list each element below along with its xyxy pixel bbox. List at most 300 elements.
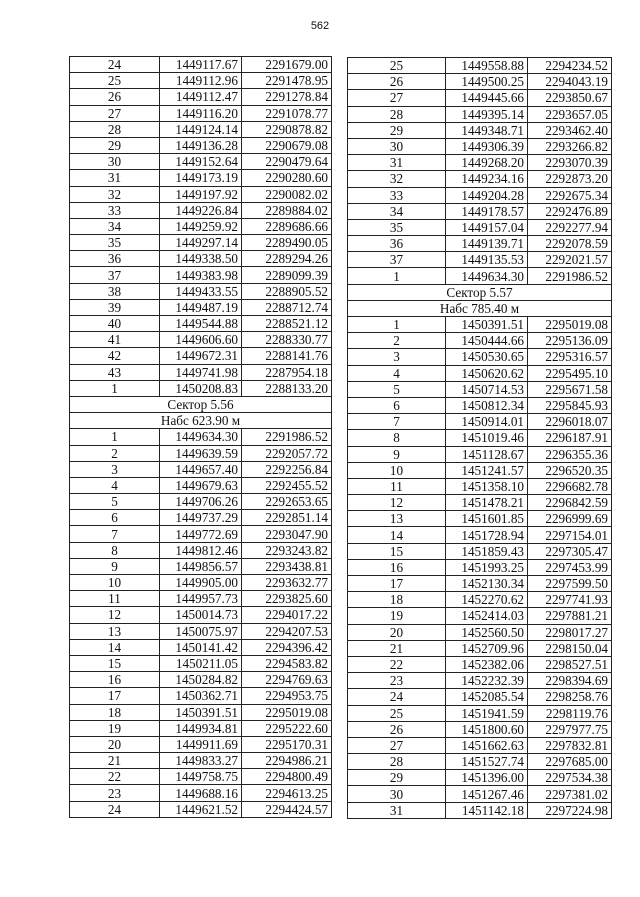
point-number-cell: 24 xyxy=(70,801,160,817)
y-coordinate-cell: 2296682.78 xyxy=(528,478,612,494)
x-coordinate-cell: 1451267.46 xyxy=(446,786,528,802)
x-coordinate-cell: 1449706.26 xyxy=(160,494,242,510)
table-row xyxy=(70,494,332,510)
point-number-cell: 22 xyxy=(70,769,160,785)
point-number-cell: 36 xyxy=(70,251,160,267)
table-row xyxy=(348,624,612,640)
x-coordinate-cell: 1449672.31 xyxy=(160,348,242,364)
x-coordinate-cell: 1450141.42 xyxy=(160,639,242,655)
point-number-cell: 35 xyxy=(70,235,160,251)
x-coordinate-cell: 1449957.73 xyxy=(160,591,242,607)
x-coordinate-cell: 1449558.88 xyxy=(446,58,528,74)
y-coordinate-cell: 2294207.53 xyxy=(242,623,332,639)
point-number-cell: 6 xyxy=(348,397,446,413)
x-coordinate-cell: 1450530.65 xyxy=(446,349,528,365)
y-coordinate-cell: 2292057.72 xyxy=(242,445,332,461)
table-row xyxy=(70,218,332,234)
table-row xyxy=(348,219,612,235)
y-coordinate-cell: 2293047.90 xyxy=(242,526,332,542)
y-coordinate-cell: 2297977.75 xyxy=(528,721,612,737)
table-row xyxy=(348,559,612,575)
sector-habs: Набс 623.90 м xyxy=(70,413,332,429)
point-number-cell: 15 xyxy=(348,543,446,559)
y-coordinate-cell: 2290082.02 xyxy=(242,186,332,202)
x-coordinate-cell: 1451241.57 xyxy=(446,462,528,478)
x-coordinate-cell: 1449679.63 xyxy=(160,477,242,493)
table-row xyxy=(70,202,332,218)
point-number-cell: 10 xyxy=(348,462,446,478)
table-row xyxy=(70,121,332,137)
y-coordinate-cell: 2288141.76 xyxy=(242,348,332,364)
x-coordinate-cell: 1452382.06 xyxy=(446,656,528,672)
point-number-cell: 2 xyxy=(70,445,160,461)
table-row xyxy=(70,251,332,267)
table-row xyxy=(348,381,612,397)
x-coordinate-cell: 1449758.75 xyxy=(160,769,242,785)
point-number-cell: 31 xyxy=(348,155,446,171)
x-coordinate-cell: 1449934.81 xyxy=(160,720,242,736)
y-coordinate-cell: 2292455.52 xyxy=(242,477,332,493)
x-coordinate-cell: 1449688.16 xyxy=(160,785,242,801)
point-number-cell: 29 xyxy=(348,770,446,786)
y-coordinate-cell: 2291986.52 xyxy=(528,268,612,284)
y-coordinate-cell: 2288330.77 xyxy=(242,332,332,348)
x-coordinate-cell: 1449433.55 xyxy=(160,283,242,299)
table-row xyxy=(348,656,612,672)
point-number-cell: 30 xyxy=(348,786,446,802)
y-coordinate-cell: 2297881.21 xyxy=(528,608,612,624)
y-coordinate-cell: 2295019.08 xyxy=(242,704,332,720)
table-row xyxy=(70,542,332,558)
point-number-cell: 32 xyxy=(348,171,446,187)
table-row xyxy=(348,122,612,138)
y-coordinate-cell: 2292653.65 xyxy=(242,494,332,510)
y-coordinate-cell: 2290280.60 xyxy=(242,170,332,186)
x-coordinate-cell: 1449204.28 xyxy=(446,187,528,203)
table-row xyxy=(70,461,332,477)
table-row xyxy=(348,90,612,106)
x-coordinate-cell: 1449116.20 xyxy=(160,105,242,121)
table-row xyxy=(70,235,332,251)
y-coordinate-cell: 2294613.25 xyxy=(242,785,332,801)
x-coordinate-cell: 1449135.53 xyxy=(446,252,528,268)
table-row xyxy=(348,155,612,171)
point-number-cell: 8 xyxy=(70,542,160,558)
x-coordinate-cell: 1449383.98 xyxy=(160,267,242,283)
point-number-cell: 19 xyxy=(348,608,446,624)
point-number-cell: 5 xyxy=(70,494,160,510)
y-coordinate-cell: 2291278.84 xyxy=(242,89,332,105)
sector-title: Сектор 5.56 xyxy=(70,396,332,412)
y-coordinate-cell: 2292078.59 xyxy=(528,236,612,252)
y-coordinate-cell: 2298394.69 xyxy=(528,673,612,689)
table-row xyxy=(348,478,612,494)
x-coordinate-cell: 1451478.21 xyxy=(446,495,528,511)
table-row xyxy=(348,576,612,592)
table-row xyxy=(70,526,332,542)
point-number-cell: 22 xyxy=(348,656,446,672)
x-coordinate-cell: 1450211.05 xyxy=(160,655,242,671)
table-row xyxy=(70,429,332,445)
x-coordinate-cell: 1450014.73 xyxy=(160,607,242,623)
y-coordinate-cell: 2292277.94 xyxy=(528,219,612,235)
table-row xyxy=(348,365,612,381)
y-coordinate-cell: 2297685.00 xyxy=(528,754,612,770)
y-coordinate-cell: 2289490.05 xyxy=(242,235,332,251)
y-coordinate-cell: 2297832.81 xyxy=(528,737,612,753)
coordinates-table-left xyxy=(69,56,332,818)
y-coordinate-cell: 2298258.76 xyxy=(528,689,612,705)
x-coordinate-cell: 1449621.52 xyxy=(160,801,242,817)
y-coordinate-cell: 2293438.81 xyxy=(242,558,332,574)
point-number-cell: 29 xyxy=(70,137,160,153)
point-number-cell: 28 xyxy=(348,106,446,122)
x-coordinate-cell: 1449606.60 xyxy=(160,332,242,348)
point-number-cell: 13 xyxy=(70,623,160,639)
point-number-cell: 5 xyxy=(348,381,446,397)
x-coordinate-cell: 1449487.19 xyxy=(160,299,242,315)
point-number-cell: 7 xyxy=(70,526,160,542)
y-coordinate-cell: 2297453.99 xyxy=(528,559,612,575)
point-number-cell: 1 xyxy=(70,380,160,396)
y-coordinate-cell: 2293657.05 xyxy=(528,106,612,122)
table-row xyxy=(70,688,332,704)
sector-habs: Набс 785.40 м xyxy=(348,300,612,316)
y-coordinate-cell: 2294769.63 xyxy=(242,672,332,688)
point-number-cell: 17 xyxy=(348,576,446,592)
x-coordinate-cell: 1451358.10 xyxy=(446,478,528,494)
table-row xyxy=(70,299,332,315)
y-coordinate-cell: 2297599.50 xyxy=(528,576,612,592)
table-row xyxy=(70,332,332,348)
point-number-cell: 30 xyxy=(70,154,160,170)
x-coordinate-cell: 1449639.59 xyxy=(160,445,242,461)
y-coordinate-cell: 2293850.67 xyxy=(528,90,612,106)
point-number-cell: 9 xyxy=(70,558,160,574)
x-coordinate-cell: 1451019.46 xyxy=(446,430,528,446)
y-coordinate-cell: 2296018.07 xyxy=(528,414,612,430)
x-coordinate-cell: 1451396.00 xyxy=(446,770,528,786)
point-number-cell: 41 xyxy=(70,332,160,348)
x-coordinate-cell: 1452414.03 xyxy=(446,608,528,624)
x-coordinate-cell: 1449124.14 xyxy=(160,121,242,137)
table-row xyxy=(70,720,332,736)
point-number-cell: 17 xyxy=(70,688,160,704)
y-coordinate-cell: 2294583.82 xyxy=(242,655,332,671)
y-coordinate-cell: 2295170.31 xyxy=(242,736,332,752)
x-coordinate-cell: 1449634.30 xyxy=(160,429,242,445)
table-row xyxy=(70,364,332,380)
point-number-cell: 24 xyxy=(70,57,160,73)
table-row xyxy=(70,510,332,526)
y-coordinate-cell: 2297741.93 xyxy=(528,592,612,608)
point-number-cell: 33 xyxy=(348,187,446,203)
x-coordinate-cell: 1449297.14 xyxy=(160,235,242,251)
y-coordinate-cell: 2296187.91 xyxy=(528,430,612,446)
table-row xyxy=(348,333,612,349)
x-coordinate-cell: 1451128.67 xyxy=(446,446,528,462)
y-coordinate-cell: 2291078.77 xyxy=(242,105,332,121)
table-row xyxy=(70,753,332,769)
table-row xyxy=(70,89,332,105)
y-coordinate-cell: 2294986.21 xyxy=(242,753,332,769)
point-number-cell: 25 xyxy=(70,73,160,89)
y-coordinate-cell: 2292851.14 xyxy=(242,510,332,526)
point-number-cell: 11 xyxy=(70,591,160,607)
table-row xyxy=(348,543,612,559)
y-coordinate-cell: 2290479.64 xyxy=(242,154,332,170)
y-coordinate-cell: 2294953.75 xyxy=(242,688,332,704)
point-number-cell: 9 xyxy=(348,446,446,462)
x-coordinate-cell: 1451601.85 xyxy=(446,511,528,527)
y-coordinate-cell: 2297534.38 xyxy=(528,770,612,786)
y-coordinate-cell: 2295136.09 xyxy=(528,333,612,349)
table-row xyxy=(70,801,332,817)
sector-habs-row xyxy=(70,413,332,429)
table-row xyxy=(70,769,332,785)
point-number-cell: 21 xyxy=(70,753,160,769)
point-number-cell: 26 xyxy=(70,89,160,105)
x-coordinate-cell: 1450812.34 xyxy=(446,397,528,413)
y-coordinate-cell: 2298527.51 xyxy=(528,656,612,672)
y-coordinate-cell: 2297381.02 xyxy=(528,786,612,802)
y-coordinate-cell: 2292873.20 xyxy=(528,171,612,187)
y-coordinate-cell: 2295222.60 xyxy=(242,720,332,736)
x-coordinate-cell: 1449157.04 xyxy=(446,219,528,235)
point-number-cell: 26 xyxy=(348,721,446,737)
table-row xyxy=(70,316,332,332)
y-coordinate-cell: 2292675.34 xyxy=(528,187,612,203)
point-number-cell: 14 xyxy=(348,527,446,543)
table-row xyxy=(348,317,612,333)
point-number-cell: 24 xyxy=(348,689,446,705)
y-coordinate-cell: 2289099.39 xyxy=(242,267,332,283)
table-row xyxy=(70,672,332,688)
point-number-cell: 1 xyxy=(70,429,160,445)
point-number-cell: 1 xyxy=(348,268,446,284)
table-row xyxy=(348,446,612,462)
x-coordinate-cell: 1449812.46 xyxy=(160,542,242,558)
table-row xyxy=(70,73,332,89)
point-number-cell: 20 xyxy=(348,624,446,640)
y-coordinate-cell: 2292256.84 xyxy=(242,461,332,477)
point-number-cell: 4 xyxy=(70,477,160,493)
y-coordinate-cell: 2289686.66 xyxy=(242,218,332,234)
table-row xyxy=(348,689,612,705)
table-row xyxy=(70,380,332,396)
table-row xyxy=(70,283,332,299)
y-coordinate-cell: 2292021.57 xyxy=(528,252,612,268)
x-coordinate-cell: 1449136.28 xyxy=(160,137,242,153)
point-number-cell: 39 xyxy=(70,299,160,315)
table-row xyxy=(348,608,612,624)
y-coordinate-cell: 2288521.12 xyxy=(242,316,332,332)
sector-title: Сектор 5.57 xyxy=(348,284,612,300)
x-coordinate-cell: 1449348.71 xyxy=(446,122,528,138)
point-number-cell: 37 xyxy=(70,267,160,283)
y-coordinate-cell: 2295845.93 xyxy=(528,397,612,413)
x-coordinate-cell: 1449259.92 xyxy=(160,218,242,234)
point-number-cell: 31 xyxy=(348,802,446,818)
y-coordinate-cell: 2293632.77 xyxy=(242,575,332,591)
y-coordinate-cell: 2297224.98 xyxy=(528,802,612,818)
x-coordinate-cell: 1450362.71 xyxy=(160,688,242,704)
y-coordinate-cell: 2291478.95 xyxy=(242,73,332,89)
x-coordinate-cell: 1449737.29 xyxy=(160,510,242,526)
table-row xyxy=(70,477,332,493)
x-coordinate-cell: 1449634.30 xyxy=(446,268,528,284)
x-coordinate-cell: 1452085.54 xyxy=(446,689,528,705)
x-coordinate-cell: 1449856.57 xyxy=(160,558,242,574)
table-row xyxy=(70,105,332,121)
point-number-cell: 16 xyxy=(348,559,446,575)
point-number-cell: 25 xyxy=(348,705,446,721)
table-row xyxy=(348,252,612,268)
x-coordinate-cell: 1450914.01 xyxy=(446,414,528,430)
y-coordinate-cell: 2293266.82 xyxy=(528,138,612,154)
table-row xyxy=(70,575,332,591)
y-coordinate-cell: 2295019.08 xyxy=(528,317,612,333)
x-coordinate-cell: 1452270.62 xyxy=(446,592,528,608)
y-coordinate-cell: 2298017.27 xyxy=(528,624,612,640)
point-number-cell: 13 xyxy=(348,511,446,527)
table-row xyxy=(348,640,612,656)
table-row xyxy=(348,495,612,511)
point-number-cell: 19 xyxy=(70,720,160,736)
y-coordinate-cell: 2294800.49 xyxy=(242,769,332,785)
page-number: 562 xyxy=(310,20,330,32)
point-number-cell: 4 xyxy=(348,365,446,381)
point-number-cell: 29 xyxy=(348,122,446,138)
x-coordinate-cell: 1449268.20 xyxy=(446,155,528,171)
point-number-cell: 38 xyxy=(70,283,160,299)
y-coordinate-cell: 2289294.26 xyxy=(242,251,332,267)
y-coordinate-cell: 2295316.57 xyxy=(528,349,612,365)
point-number-cell: 25 xyxy=(348,58,446,74)
table-row xyxy=(348,349,612,365)
x-coordinate-cell: 1449139.71 xyxy=(446,236,528,252)
table-row xyxy=(70,57,332,73)
table-row xyxy=(348,754,612,770)
x-coordinate-cell: 1449500.25 xyxy=(446,74,528,90)
point-number-cell: 3 xyxy=(348,349,446,365)
y-coordinate-cell: 2296520.35 xyxy=(528,462,612,478)
point-number-cell: 1 xyxy=(348,317,446,333)
x-coordinate-cell: 1449544.88 xyxy=(160,316,242,332)
table-row xyxy=(348,737,612,753)
point-number-cell: 15 xyxy=(70,655,160,671)
y-coordinate-cell: 2288905.52 xyxy=(242,283,332,299)
table-row xyxy=(348,462,612,478)
y-coordinate-cell: 2294234.52 xyxy=(528,58,612,74)
y-coordinate-cell: 2288712.74 xyxy=(242,299,332,315)
y-coordinate-cell: 2295495.10 xyxy=(528,365,612,381)
table-row xyxy=(70,639,332,655)
point-number-cell: 28 xyxy=(70,121,160,137)
table-row xyxy=(70,623,332,639)
y-coordinate-cell: 2297154.01 xyxy=(528,527,612,543)
table-row xyxy=(348,673,612,689)
x-coordinate-cell: 1449117.67 xyxy=(160,57,242,73)
table-row xyxy=(70,558,332,574)
x-coordinate-cell: 1452130.34 xyxy=(446,576,528,592)
y-coordinate-cell: 2294424.57 xyxy=(242,801,332,817)
point-number-cell: 31 xyxy=(70,170,160,186)
point-number-cell: 42 xyxy=(70,348,160,364)
y-coordinate-cell: 2291986.52 xyxy=(242,429,332,445)
x-coordinate-cell: 1449197.92 xyxy=(160,186,242,202)
table-row xyxy=(348,106,612,122)
x-coordinate-cell: 1450284.82 xyxy=(160,672,242,688)
table-row xyxy=(70,704,332,720)
x-coordinate-cell: 1450714.53 xyxy=(446,381,528,397)
x-coordinate-cell: 1451142.18 xyxy=(446,802,528,818)
point-number-cell: 26 xyxy=(348,74,446,90)
x-coordinate-cell: 1449911.69 xyxy=(160,736,242,752)
y-coordinate-cell: 2294043.19 xyxy=(528,74,612,90)
x-coordinate-cell: 1449741.98 xyxy=(160,364,242,380)
point-number-cell: 36 xyxy=(348,236,446,252)
table-row xyxy=(348,721,612,737)
point-number-cell: 6 xyxy=(70,510,160,526)
point-number-cell: 23 xyxy=(70,785,160,801)
y-coordinate-cell: 2294017.22 xyxy=(242,607,332,623)
point-number-cell: 40 xyxy=(70,316,160,332)
x-coordinate-cell: 1451728.94 xyxy=(446,527,528,543)
point-number-cell: 32 xyxy=(70,186,160,202)
point-number-cell: 43 xyxy=(70,364,160,380)
point-number-cell: 10 xyxy=(70,575,160,591)
x-coordinate-cell: 1449178.57 xyxy=(446,203,528,219)
x-coordinate-cell: 1452709.96 xyxy=(446,640,528,656)
y-coordinate-cell: 2296842.59 xyxy=(528,495,612,511)
sector-header-row xyxy=(70,396,332,412)
x-coordinate-cell: 1450075.97 xyxy=(160,623,242,639)
point-number-cell: 27 xyxy=(70,105,160,121)
x-coordinate-cell: 1450620.62 xyxy=(446,365,528,381)
table-row xyxy=(348,203,612,219)
x-coordinate-cell: 1451800.60 xyxy=(446,721,528,737)
y-coordinate-cell: 2293462.40 xyxy=(528,122,612,138)
point-number-cell: 18 xyxy=(70,704,160,720)
point-number-cell: 33 xyxy=(70,202,160,218)
y-coordinate-cell: 2298119.76 xyxy=(528,705,612,721)
point-number-cell: 27 xyxy=(348,90,446,106)
table-row xyxy=(70,591,332,607)
x-coordinate-cell: 1451662.63 xyxy=(446,737,528,753)
point-number-cell: 21 xyxy=(348,640,446,656)
table-row xyxy=(70,186,332,202)
table-row xyxy=(348,511,612,527)
y-coordinate-cell: 2291679.00 xyxy=(242,57,332,73)
sector-habs-row xyxy=(348,300,612,316)
y-coordinate-cell: 2287954.18 xyxy=(242,364,332,380)
y-coordinate-cell: 2288133.20 xyxy=(242,380,332,396)
point-number-cell: 16 xyxy=(70,672,160,688)
y-coordinate-cell: 2296355.36 xyxy=(528,446,612,462)
table-row xyxy=(70,785,332,801)
table-row xyxy=(348,138,612,154)
table-row xyxy=(348,786,612,802)
x-coordinate-cell: 1449152.64 xyxy=(160,154,242,170)
table-row xyxy=(70,736,332,752)
x-coordinate-cell: 1449445.66 xyxy=(446,90,528,106)
y-coordinate-cell: 2298150.04 xyxy=(528,640,612,656)
point-number-cell: 12 xyxy=(70,607,160,623)
x-coordinate-cell: 1451527.74 xyxy=(446,754,528,770)
point-number-cell: 12 xyxy=(348,495,446,511)
y-coordinate-cell: 2297305.47 xyxy=(528,543,612,559)
